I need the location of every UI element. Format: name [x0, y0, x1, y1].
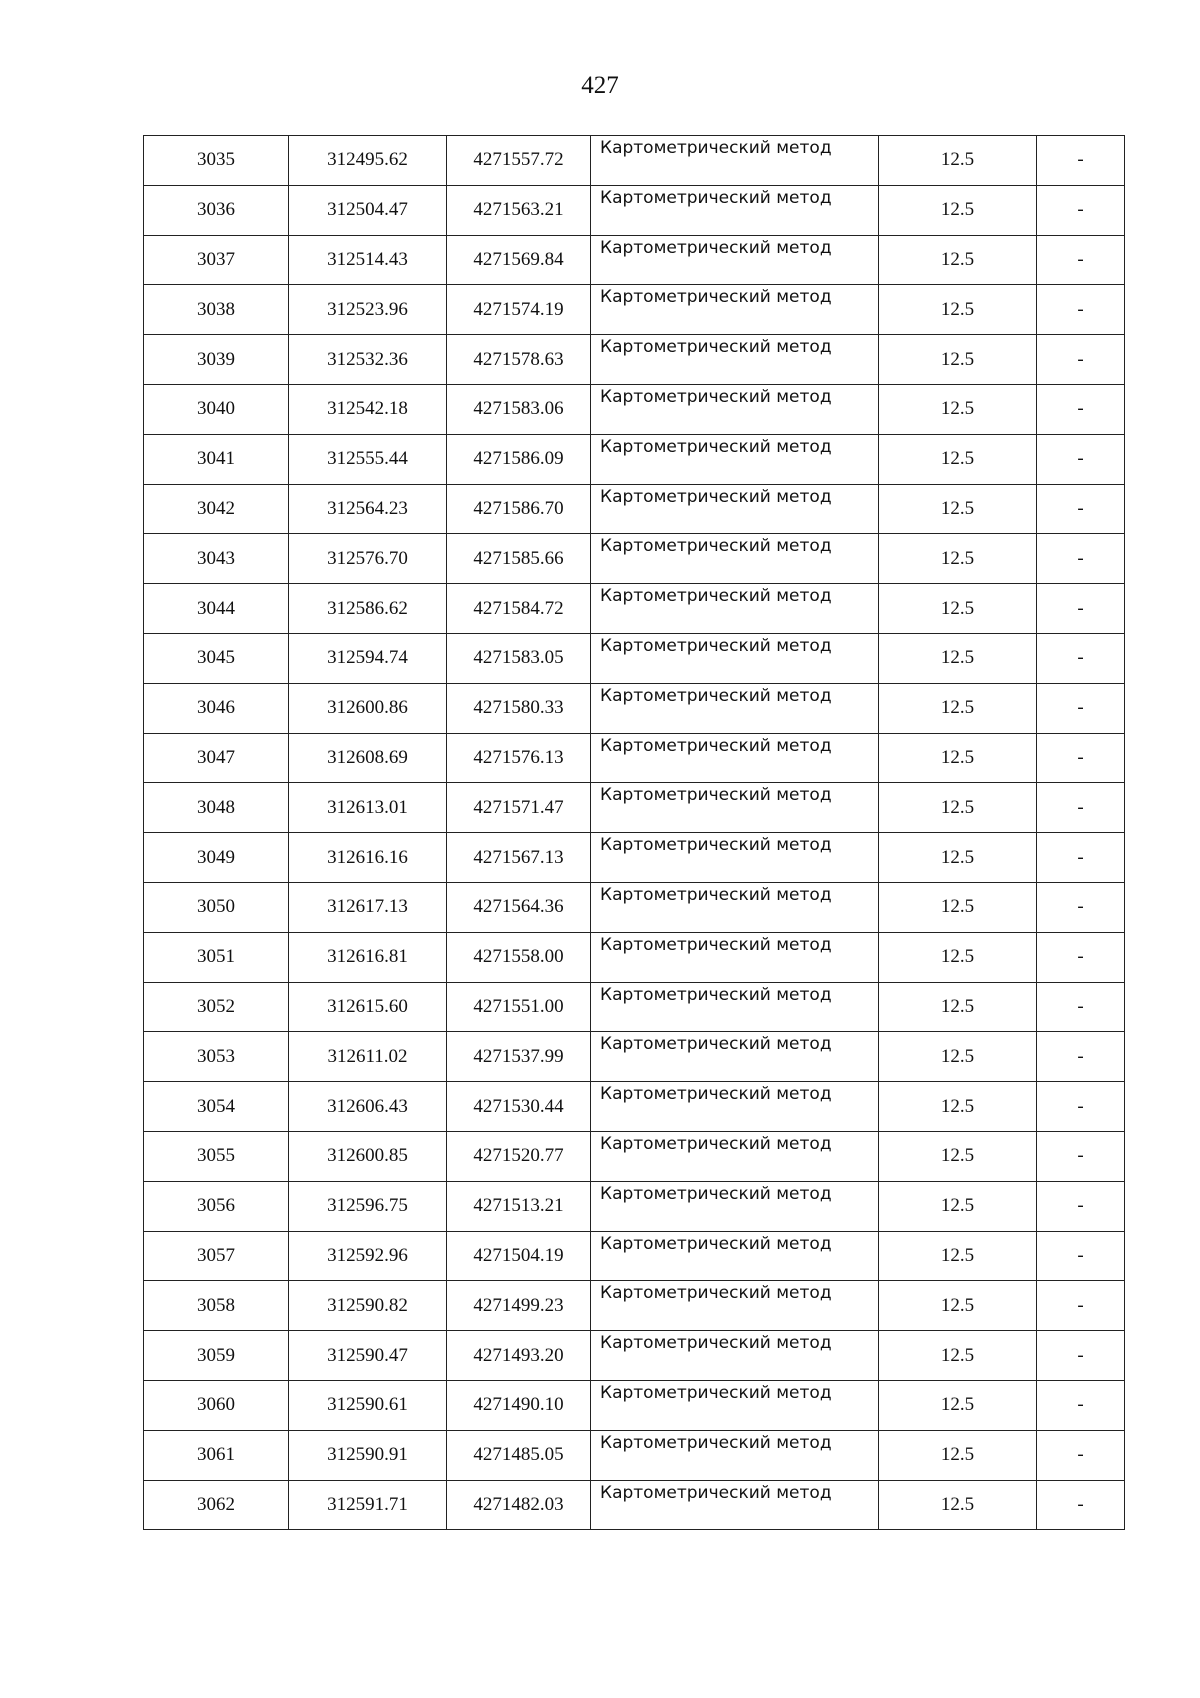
accuracy-cell: 12.5	[879, 1430, 1037, 1480]
page-number: 427	[581, 72, 619, 99]
method-cell: Картометрический метод	[591, 235, 879, 285]
description-cell: -	[1037, 285, 1125, 335]
description-cell: -	[1037, 1082, 1125, 1132]
method-cell: Картометрический метод	[591, 185, 879, 235]
method-cell: Картометрический метод	[591, 1231, 879, 1281]
accuracy-cell: 12.5	[879, 1480, 1037, 1530]
accuracy-cell: 12.5	[879, 1331, 1037, 1381]
table-row	[144, 136, 1125, 186]
method-cell: Картометрический метод	[591, 1181, 879, 1231]
y-coordinate-cell: 4271490.10	[447, 1380, 591, 1430]
point-number-cell: 3048	[144, 783, 289, 833]
description-cell: -	[1037, 584, 1125, 634]
point-number-cell: 3051	[144, 932, 289, 982]
accuracy-cell: 12.5	[879, 584, 1037, 634]
method-cell: Картометрический метод	[591, 982, 879, 1032]
method-cell: Картометрический метод	[591, 384, 879, 434]
y-coordinate-cell: 4271499.23	[447, 1281, 591, 1331]
point-number-cell: 3054	[144, 1082, 289, 1132]
x-coordinate-cell: 312616.81	[289, 932, 447, 982]
table-row	[144, 1480, 1125, 1530]
point-number-cell: 3043	[144, 534, 289, 584]
x-coordinate-cell: 312611.02	[289, 1032, 447, 1082]
y-coordinate-cell: 4271520.77	[447, 1131, 591, 1181]
method-cell: Картометрический метод	[591, 1430, 879, 1480]
table-row	[144, 285, 1125, 335]
accuracy-cell: 12.5	[879, 1181, 1037, 1231]
method-cell: Картометрический метод	[591, 136, 879, 186]
table-row	[144, 1082, 1125, 1132]
table-row	[144, 932, 1125, 982]
description-cell: -	[1037, 1480, 1125, 1530]
table-row	[144, 484, 1125, 534]
y-coordinate-cell: 4271557.72	[447, 136, 591, 186]
table-row	[144, 982, 1125, 1032]
description-cell: -	[1037, 982, 1125, 1032]
y-coordinate-cell: 4271576.13	[447, 733, 591, 783]
method-cell: Картометрический метод	[591, 1480, 879, 1530]
x-coordinate-cell: 312594.74	[289, 633, 447, 683]
description-cell: -	[1037, 185, 1125, 235]
x-coordinate-cell: 312590.47	[289, 1331, 447, 1381]
description-cell: -	[1037, 335, 1125, 385]
point-number-cell: 3044	[144, 584, 289, 634]
table-row	[144, 783, 1125, 833]
x-coordinate-cell: 312600.86	[289, 683, 447, 733]
x-coordinate-cell: 312617.13	[289, 882, 447, 932]
x-coordinate-cell: 312495.62	[289, 136, 447, 186]
method-cell: Картометрический метод	[591, 285, 879, 335]
accuracy-cell: 12.5	[879, 1380, 1037, 1430]
x-coordinate-cell: 312606.43	[289, 1082, 447, 1132]
point-number-cell: 3050	[144, 882, 289, 932]
y-coordinate-cell: 4271485.05	[447, 1430, 591, 1480]
x-coordinate-cell: 312523.96	[289, 285, 447, 335]
accuracy-cell: 12.5	[879, 1231, 1037, 1281]
table-row	[144, 235, 1125, 285]
table-row	[144, 534, 1125, 584]
x-coordinate-cell: 312600.85	[289, 1131, 447, 1181]
y-coordinate-cell: 4271580.33	[447, 683, 591, 733]
point-number-cell: 3046	[144, 683, 289, 733]
description-cell: -	[1037, 683, 1125, 733]
y-coordinate-cell: 4271584.72	[447, 584, 591, 634]
accuracy-cell: 12.5	[879, 185, 1037, 235]
method-cell: Картометрический метод	[591, 783, 879, 833]
point-number-cell: 3035	[144, 136, 289, 186]
x-coordinate-cell: 312615.60	[289, 982, 447, 1032]
point-number-cell: 3061	[144, 1430, 289, 1480]
y-coordinate-cell: 4271583.05	[447, 633, 591, 683]
method-cell: Картометрический метод	[591, 633, 879, 683]
x-coordinate-cell: 312586.62	[289, 584, 447, 634]
point-number-cell: 3038	[144, 285, 289, 335]
accuracy-cell: 12.5	[879, 434, 1037, 484]
table-row	[144, 1281, 1125, 1331]
method-cell: Картометрический метод	[591, 484, 879, 534]
table-row	[144, 335, 1125, 385]
method-cell: Картометрический метод	[591, 1032, 879, 1082]
x-coordinate-cell: 312591.71	[289, 1480, 447, 1530]
accuracy-cell: 12.5	[879, 882, 1037, 932]
method-cell: Картометрический метод	[591, 1082, 879, 1132]
y-coordinate-cell: 4271558.00	[447, 932, 591, 982]
x-coordinate-cell: 312564.23	[289, 484, 447, 534]
table-row	[144, 1032, 1125, 1082]
table-row	[144, 434, 1125, 484]
point-number-cell: 3056	[144, 1181, 289, 1231]
x-coordinate-cell: 312616.16	[289, 833, 447, 883]
description-cell: -	[1037, 235, 1125, 285]
point-number-cell: 3040	[144, 384, 289, 434]
description-cell: -	[1037, 434, 1125, 484]
y-coordinate-cell: 4271551.00	[447, 982, 591, 1032]
accuracy-cell: 12.5	[879, 1281, 1037, 1331]
table-row	[144, 683, 1125, 733]
x-coordinate-cell: 312590.82	[289, 1281, 447, 1331]
point-number-cell: 3059	[144, 1331, 289, 1381]
y-coordinate-cell: 4271530.44	[447, 1082, 591, 1132]
accuracy-cell: 12.5	[879, 733, 1037, 783]
y-coordinate-cell: 4271574.19	[447, 285, 591, 335]
point-number-cell: 3053	[144, 1032, 289, 1082]
table-row	[144, 882, 1125, 932]
accuracy-cell: 12.5	[879, 335, 1037, 385]
method-cell: Картометрический метод	[591, 833, 879, 883]
description-cell: -	[1037, 1380, 1125, 1430]
table-row	[144, 584, 1125, 634]
method-cell: Картометрический метод	[591, 434, 879, 484]
method-cell: Картометрический метод	[591, 683, 879, 733]
point-number-cell: 3052	[144, 982, 289, 1032]
table-row	[144, 1131, 1125, 1181]
description-cell: -	[1037, 633, 1125, 683]
point-number-cell: 3060	[144, 1380, 289, 1430]
table-row	[144, 633, 1125, 683]
y-coordinate-cell: 4271567.13	[447, 833, 591, 883]
point-number-cell: 3041	[144, 434, 289, 484]
x-coordinate-cell: 312504.47	[289, 185, 447, 235]
table-row	[144, 1231, 1125, 1281]
y-coordinate-cell: 4271569.84	[447, 235, 591, 285]
y-coordinate-cell: 4271586.70	[447, 484, 591, 534]
method-cell: Картометрический метод	[591, 335, 879, 385]
y-coordinate-cell: 4271578.63	[447, 335, 591, 385]
x-coordinate-cell: 312596.75	[289, 1181, 447, 1231]
x-coordinate-cell: 312613.01	[289, 783, 447, 833]
description-cell: -	[1037, 1181, 1125, 1231]
table-row	[144, 185, 1125, 235]
table-row	[144, 384, 1125, 434]
description-cell: -	[1037, 136, 1125, 186]
description-cell: -	[1037, 932, 1125, 982]
y-coordinate-cell: 4271571.47	[447, 783, 591, 833]
description-cell: -	[1037, 1231, 1125, 1281]
method-cell: Картометрический метод	[591, 733, 879, 783]
point-number-cell: 3042	[144, 484, 289, 534]
method-cell: Картометрический метод	[591, 1331, 879, 1381]
y-coordinate-cell: 4271482.03	[447, 1480, 591, 1530]
description-cell: -	[1037, 1032, 1125, 1082]
method-cell: Картометрический метод	[591, 534, 879, 584]
accuracy-cell: 12.5	[879, 484, 1037, 534]
point-number-cell: 3057	[144, 1231, 289, 1281]
accuracy-cell: 12.5	[879, 932, 1037, 982]
description-cell: -	[1037, 534, 1125, 584]
method-cell: Картометрический метод	[591, 1281, 879, 1331]
accuracy-cell: 12.5	[879, 633, 1037, 683]
point-number-cell: 3049	[144, 833, 289, 883]
accuracy-cell: 12.5	[879, 783, 1037, 833]
description-cell: -	[1037, 833, 1125, 883]
x-coordinate-cell: 312555.44	[289, 434, 447, 484]
x-coordinate-cell: 312590.91	[289, 1430, 447, 1480]
x-coordinate-cell: 312542.18	[289, 384, 447, 434]
accuracy-cell: 12.5	[879, 285, 1037, 335]
x-coordinate-cell: 312514.43	[289, 235, 447, 285]
y-coordinate-cell: 4271564.36	[447, 882, 591, 932]
description-cell: -	[1037, 484, 1125, 534]
table-row	[144, 833, 1125, 883]
coordinates-table-body	[144, 136, 1125, 1530]
accuracy-cell: 12.5	[879, 534, 1037, 584]
accuracy-cell: 12.5	[879, 1032, 1037, 1082]
point-number-cell: 3045	[144, 633, 289, 683]
x-coordinate-cell: 312576.70	[289, 534, 447, 584]
x-coordinate-cell: 312532.36	[289, 335, 447, 385]
table-row	[144, 733, 1125, 783]
description-cell: -	[1037, 1331, 1125, 1381]
x-coordinate-cell: 312608.69	[289, 733, 447, 783]
accuracy-cell: 12.5	[879, 833, 1037, 883]
y-coordinate-cell: 4271583.06	[447, 384, 591, 434]
description-cell: -	[1037, 384, 1125, 434]
description-cell: -	[1037, 1281, 1125, 1331]
x-coordinate-cell: 312590.61	[289, 1380, 447, 1430]
description-cell: -	[1037, 882, 1125, 932]
point-number-cell: 3037	[144, 235, 289, 285]
description-cell: -	[1037, 733, 1125, 783]
x-coordinate-cell: 312592.96	[289, 1231, 447, 1281]
method-cell: Картометрический метод	[591, 882, 879, 932]
accuracy-cell: 12.5	[879, 235, 1037, 285]
point-number-cell: 3062	[144, 1480, 289, 1530]
table-row	[144, 1380, 1125, 1430]
y-coordinate-cell: 4271586.09	[447, 434, 591, 484]
description-cell: -	[1037, 783, 1125, 833]
y-coordinate-cell: 4271537.99	[447, 1032, 591, 1082]
table-row	[144, 1181, 1125, 1231]
description-cell: -	[1037, 1430, 1125, 1480]
y-coordinate-cell: 4271585.66	[447, 534, 591, 584]
point-number-cell: 3039	[144, 335, 289, 385]
method-cell: Картометрический метод	[591, 584, 879, 634]
accuracy-cell: 12.5	[879, 1082, 1037, 1132]
accuracy-cell: 12.5	[879, 136, 1037, 186]
description-cell: -	[1037, 1131, 1125, 1181]
method-cell: Картометрический метод	[591, 1380, 879, 1430]
accuracy-cell: 12.5	[879, 384, 1037, 434]
point-number-cell: 3058	[144, 1281, 289, 1331]
point-number-cell: 3047	[144, 733, 289, 783]
accuracy-cell: 12.5	[879, 982, 1037, 1032]
y-coordinate-cell: 4271493.20	[447, 1331, 591, 1381]
method-cell: Картометрический метод	[591, 1131, 879, 1181]
y-coordinate-cell: 4271504.19	[447, 1231, 591, 1281]
coordinates-table	[143, 135, 1125, 1530]
accuracy-cell: 12.5	[879, 1131, 1037, 1181]
y-coordinate-cell: 4271563.21	[447, 185, 591, 235]
accuracy-cell: 12.5	[879, 683, 1037, 733]
point-number-cell: 3036	[144, 185, 289, 235]
method-cell: Картометрический метод	[591, 932, 879, 982]
point-number-cell: 3055	[144, 1131, 289, 1181]
y-coordinate-cell: 4271513.21	[447, 1181, 591, 1231]
table-row	[144, 1331, 1125, 1381]
table-row	[144, 1430, 1125, 1480]
